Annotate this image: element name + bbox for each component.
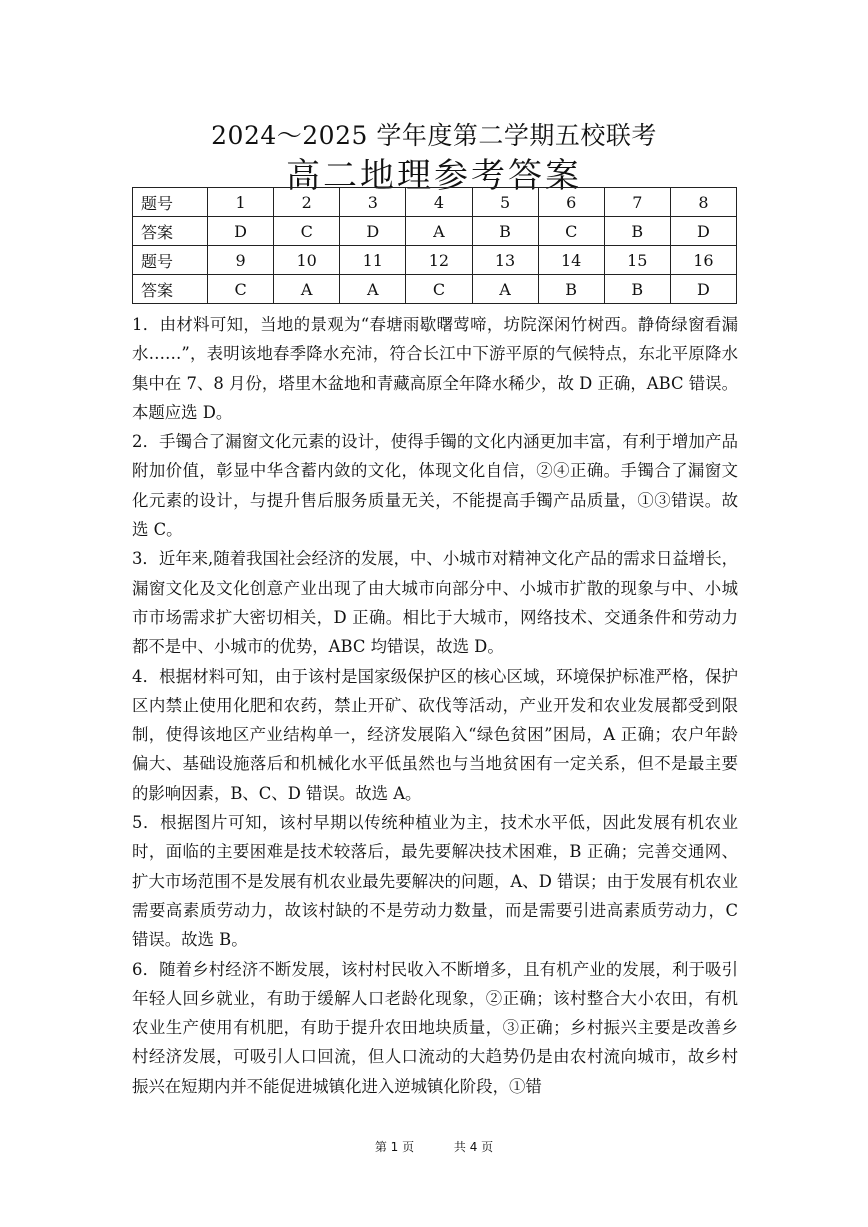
table-cell: C xyxy=(208,275,274,304)
table-cell: 14 xyxy=(538,246,604,275)
table-cell: 4 xyxy=(406,188,472,217)
table-cell: 15 xyxy=(604,246,670,275)
row-label: 题号 xyxy=(133,188,208,217)
answer-table xyxy=(132,187,737,304)
explanation-2: 2．手镯合了漏窗文化元素的设计，使得手镯的文化内涵更加丰富，有利于增加产品附加价值，彰显中华含蓄内敛的文化，体现文化自信，②④正确。手镯合了漏窗文化元素的设计，与提升售后服务质量无关，不能提高手镯产品质量，①③错误。故选 C。 xyxy=(132,432,738,540)
table-cell: C xyxy=(274,217,340,246)
explanation-1: 1．由材料可知，当地的景观为“春塘雨歇曙莺啼，坊院深闲竹树西。静倚绿窗看漏水……”，表明该地春季降水充沛，符合长江中下游平原的气候特点，东北平原降水集中在 7、8 月份，塔里木盆地和青藏高原全年降水稀少，故 D 正确，ABC 错误。本题应选 D。 xyxy=(132,315,738,422)
row-label: 题号 xyxy=(133,246,208,275)
explanation-3: 3．近年来,随着我国社会经济的发展，中、小城市对精神文化产品的需求日益增长，漏窗文化及文化创意产业出现了由大城市向部分中、小城市扩散的现象与中、小城市市场需求扩大密切相关，D 正确。相比于大城市，网络技术、交通条件和劳动力都不是中、小城市的优势，ABC 均错误，故选 D。 xyxy=(132,549,738,657)
explanations xyxy=(132,310,738,1101)
table-cell: D xyxy=(670,275,736,304)
table-cell: B xyxy=(472,217,538,246)
table-cell: B xyxy=(538,275,604,304)
table-cell: 8 xyxy=(670,188,736,217)
table-row xyxy=(133,188,737,217)
table-cell: C xyxy=(538,217,604,246)
table-cell: 6 xyxy=(538,188,604,217)
table-cell: B xyxy=(604,217,670,246)
exam-title: 2024～2025 学年度第二学期五校联考 xyxy=(211,121,657,150)
table-cell: A xyxy=(406,217,472,246)
table-cell: A xyxy=(472,275,538,304)
table-cell: 13 xyxy=(472,246,538,275)
table-cell: 5 xyxy=(472,188,538,217)
table-cell: 1 xyxy=(208,188,274,217)
table-cell: D xyxy=(340,217,406,246)
table-cell: 11 xyxy=(340,246,406,275)
table-cell: A xyxy=(340,275,406,304)
explanation-4: 4．根据材料可知，由于该村是国家级保护区的核心区域，环境保护标准严格，保护区内禁止使用化肥和农药，禁止开矿、砍伐等活动，产业开发和农业发展都受到限制，使得该地区产业结构单一，经济发展陷入“绿色贫困”困局，A 正确；农户年龄偏大、基础设施落后和机械化水平低虽然也与当地贫困有一定关系，但不是最主要的影响因素，B、C、D 错误。故选 A。 xyxy=(132,666,738,803)
page-number: 第 1 页 xyxy=(374,1140,415,1154)
explanation-5: 5．根据图片可知，该村早期以传统种植业为主，技术水平低，因此发展有机农业时，面临的主要困难是技术较落后，最先要解决技术困难，B 正确；完善交通网、扩大市场范围不是发展有机农业最先要解决的问题，A、D 错误；由于发展有机农业需要高素质劳动力，故该村缺的不是劳动力数量，而是需要引进高素质劳动力，C 错误。故选 B。 xyxy=(132,813,738,950)
table-cell: A xyxy=(274,275,340,304)
row-label: 答案 xyxy=(133,275,208,304)
table-cell: 2 xyxy=(274,188,340,217)
table-cell: D xyxy=(208,217,274,246)
table-cell: 10 xyxy=(274,246,340,275)
table-row xyxy=(133,275,737,304)
table-cell: 7 xyxy=(604,188,670,217)
table-cell: 12 xyxy=(406,246,472,275)
table-cell: D xyxy=(670,217,736,246)
page-total: 共 4 页 xyxy=(453,1140,494,1154)
table-cell: 9 xyxy=(208,246,274,275)
explanation-6: 6．随着乡村经济不断发展，该村村民收入不断增多，且有机产业的发展，利于吸引年轻人回乡就业，有助于缓解人口老龄化现象，②正确；该村整合大小农田，有机农业生产使用有机肥，有助于提升农田地块质量，③正确；乡村振兴主要是改善乡村经济发展，可吸引人口回流，但人口流动的大趋势仍是由农村流向城市，故乡村振兴在短期内并不能促进城镇化进入逆城镇化阶段，①错 xyxy=(132,959,738,1096)
table-cell: 16 xyxy=(670,246,736,275)
table-cell: 3 xyxy=(340,188,406,217)
row-label: 答案 xyxy=(133,217,208,246)
table-row xyxy=(133,217,737,246)
table-cell: B xyxy=(604,275,670,304)
page-footer xyxy=(0,1138,868,1155)
table-cell: C xyxy=(406,275,472,304)
table-row xyxy=(133,246,737,275)
answer-key-title: 高二地理参考答案 xyxy=(286,156,582,196)
